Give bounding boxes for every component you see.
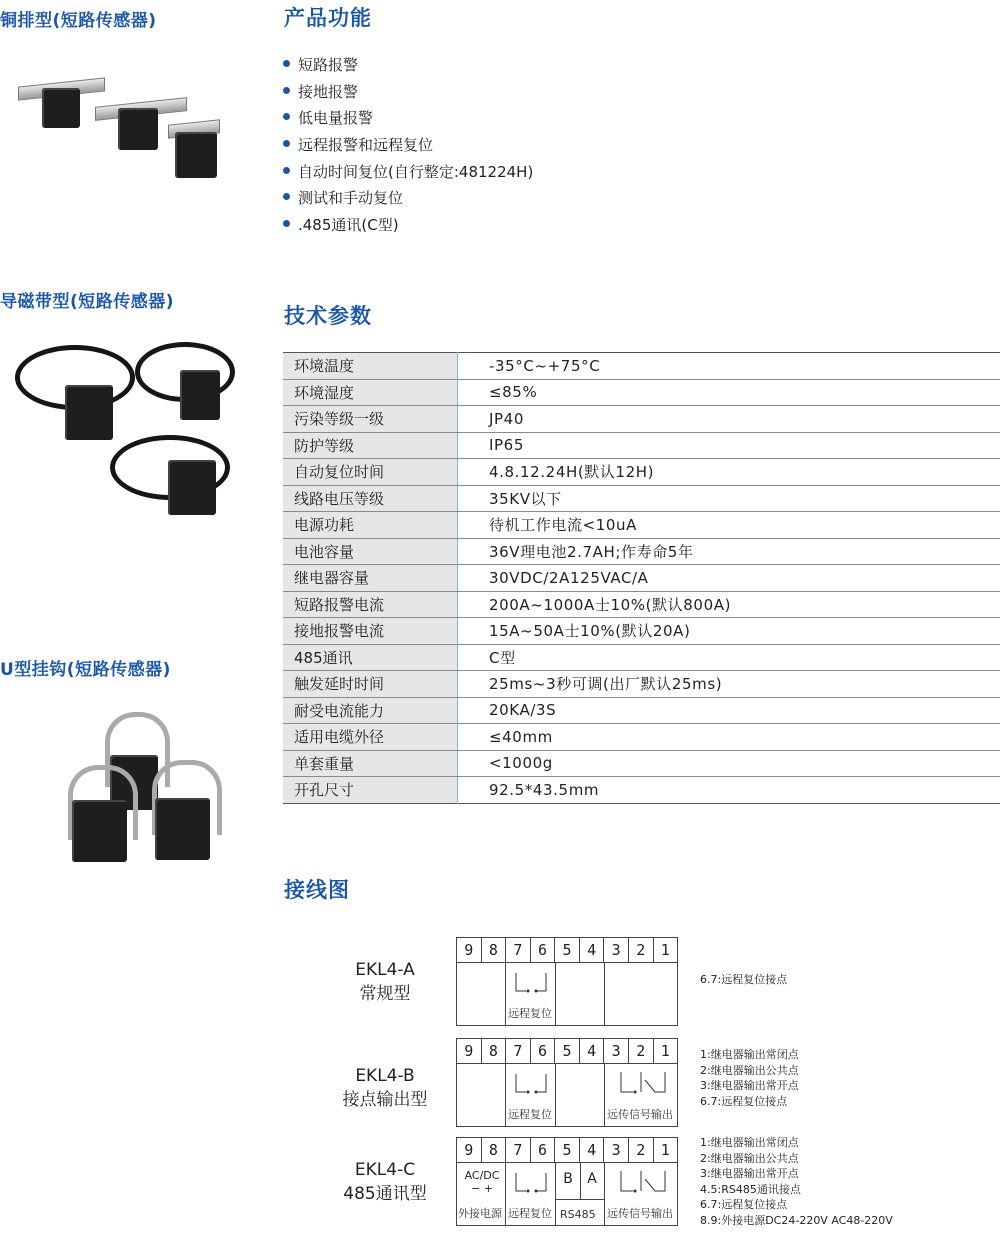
list-item: 短路报警: [283, 52, 533, 79]
param-value: <1000g: [458, 750, 1000, 777]
terminal-number: 2: [629, 1039, 654, 1063]
remote-signal-label: 远传信号输出: [607, 1207, 673, 1220]
bullet-icon: [283, 87, 290, 94]
remote-reset-label: 远程复位: [508, 1007, 552, 1020]
table-row: [283, 750, 1000, 777]
terminal-number: 5: [555, 1138, 580, 1162]
acdc-label: [461, 1169, 503, 1195]
note: 1:继电器输出常闭点: [700, 1136, 799, 1149]
terminal-number: 5: [555, 938, 580, 962]
param-value: 25ms~3秒可调(出厂默认25ms): [458, 671, 1000, 698]
terminal-block-a: [456, 937, 678, 1026]
notes-c: [700, 1135, 893, 1228]
note: 6.7:远程复位接点: [700, 1198, 788, 1211]
terminal-number: 8: [482, 938, 507, 962]
params-table: [283, 352, 1000, 804]
param-value: 36V理电池2.7AH;作寿命5年: [458, 538, 1000, 565]
param-value: IP65: [458, 432, 1000, 459]
acdc-text: AC/DC: [464, 1169, 500, 1182]
param-key: 电池容量: [283, 538, 458, 565]
table-row: [283, 538, 1000, 565]
bullet-icon: [283, 140, 290, 147]
param-key: 环境湿度: [283, 379, 458, 406]
ext-power-label: 外接电源: [458, 1207, 502, 1220]
terminal-block-c: [456, 1137, 678, 1226]
note: 3:继电器输出常开点: [700, 1167, 799, 1180]
cell: [556, 963, 605, 1025]
cell: [457, 963, 506, 1025]
param-key: 单套重量: [283, 750, 458, 777]
terminal-number: 2: [629, 938, 654, 962]
terminal-number: 7: [506, 1039, 531, 1063]
polarity-text: − +: [471, 1182, 493, 1195]
terminal-block-b: [456, 1038, 678, 1127]
notes-b: [700, 1047, 799, 1109]
param-value: 30VDC/2A125VAC/A: [458, 565, 1000, 592]
list-item: 远程报警和远程复位: [283, 132, 533, 159]
param-key: 触发延时时间: [283, 671, 458, 698]
note: 2:继电器输出公共点: [700, 1151, 799, 1165]
terminal-numbers: [457, 1138, 677, 1163]
divider: [580, 1163, 581, 1199]
switch-symbol-icon: [514, 1171, 548, 1193]
bullet-icon: [283, 113, 290, 120]
model-type: 485通讯型: [343, 1184, 427, 1204]
list-item: 低电量报警: [283, 105, 533, 132]
table-row: [283, 591, 1000, 618]
table-row: [283, 671, 1000, 698]
cell: [457, 1064, 506, 1126]
param-value: ≤85%: [458, 379, 1000, 406]
table-row: [283, 565, 1000, 592]
remote-reset-label: 远程复位: [508, 1207, 552, 1220]
model-code: EKL4-B: [355, 1066, 415, 1086]
note: 6.7:远程复位接点: [700, 973, 788, 986]
wiring-label-c: [330, 1158, 440, 1206]
terminal-number: 1: [660, 941, 670, 959]
bullet-icon: [283, 60, 290, 67]
bullet-icon: [283, 193, 290, 200]
param-value: ≤40mm: [458, 724, 1000, 751]
terminal-number: 6: [531, 1138, 556, 1162]
product-title-magnetic-strap: 导磁带型(短路传感器): [0, 292, 175, 312]
list-item: .485通讯(C型): [283, 212, 533, 239]
note: 8.9:外接电源DC24-220V AC48-220V: [700, 1213, 893, 1227]
product-title-u-hook: U型挂钩(短路传感器): [0, 660, 171, 680]
param-value: 92.5*43.5mm: [489, 780, 600, 799]
table-row: [283, 724, 1000, 751]
notes-a: [700, 972, 787, 988]
bullet-icon: [283, 167, 290, 174]
table-row: [283, 644, 1000, 671]
note: 6.7:远程复位接点: [700, 1094, 788, 1108]
param-value: 待机工作电流<10uA: [458, 512, 1000, 539]
terminal-number: 8: [482, 1138, 507, 1162]
table-row: [283, 406, 1000, 433]
terminal-numbers: [457, 1039, 677, 1064]
terminal-number: 7: [506, 1138, 531, 1162]
table-row: [283, 432, 1000, 459]
switch-symbol-icon: [514, 971, 548, 993]
table-row: [283, 485, 1000, 512]
product-title-copper-bar: 铜排型(短路传感器): [0, 11, 157, 31]
rs485-label: RS485: [560, 1208, 596, 1221]
switch-symbol-icon: [514, 1072, 548, 1094]
cell-remote-signal: [605, 1163, 677, 1225]
param-key: 防护等级: [283, 432, 458, 459]
terminal-number: 9: [457, 938, 482, 962]
cell-remote-reset: [506, 963, 556, 1025]
list-item: 接地报警: [283, 79, 533, 106]
terminal-number: 8: [482, 1039, 507, 1063]
terminal-number: 3: [604, 938, 629, 962]
rs485-b-label: B: [563, 1171, 573, 1187]
terminal-number: 7: [506, 938, 531, 962]
model-type: 接点输出型: [342, 1090, 428, 1110]
terminal-number: 9: [457, 1039, 482, 1063]
functions-title: 产品功能: [284, 6, 372, 30]
divider: [556, 1199, 604, 1200]
params-title: 技术参数: [284, 304, 372, 328]
note: 2:继电器输出公共点: [700, 1063, 799, 1077]
cell-remote-reset: [506, 1064, 556, 1126]
remote-signal-label: 远传信号输出: [607, 1108, 673, 1121]
model-code: EKL4-A: [355, 960, 415, 980]
terminal-number: 3: [604, 1039, 629, 1063]
table-row: [283, 697, 1000, 724]
param-key: 线路电压等级: [283, 485, 458, 512]
param-key: 适用电缆外径: [283, 724, 458, 751]
param-value: 20KA/3S: [458, 697, 1000, 724]
terminal-number: 1: [660, 1042, 670, 1060]
terminal-number: 2: [629, 1138, 654, 1162]
copper-bar-sensor-image: [10, 40, 215, 220]
param-key: 继电器容量: [283, 565, 458, 592]
param-key: 开孔尺寸: [283, 777, 458, 804]
param-key: 自动复位时间: [283, 459, 458, 486]
cell: [556, 1064, 605, 1126]
table-row: [283, 353, 1000, 380]
param-value: 200A~1000A士10%(默认800A): [458, 591, 1000, 618]
functions-list: [283, 52, 533, 239]
rs485-a-label: A: [587, 1171, 597, 1187]
param-key: 耐受电流能力: [283, 697, 458, 724]
param-value: C型: [458, 644, 1000, 671]
list-item: 自动时间复位(自行整定:481224H): [283, 159, 533, 186]
terminal-number: 4: [580, 1138, 605, 1162]
terminal-number: 6: [531, 1039, 556, 1063]
terminal-numbers: [457, 938, 677, 963]
note: 4.5:RS485通讯接点: [700, 1182, 801, 1196]
cell-ext-power: [457, 1163, 506, 1225]
bullet-icon: [283, 220, 290, 227]
table-row: [283, 459, 1000, 486]
param-value: -35°C~+75°C: [458, 353, 1000, 380]
param-value: JP40: [458, 406, 1000, 433]
terminal-number: 9: [457, 1138, 482, 1162]
param-key: 485通讯: [283, 644, 458, 671]
relay-contact-icon: [617, 1070, 667, 1096]
param-key: 短路报警电流: [283, 591, 458, 618]
param-key: 环境温度: [283, 353, 458, 380]
wiring-label-b: [330, 1064, 440, 1112]
param-key: 接地报警电流: [283, 618, 458, 645]
terminal-number: 3: [604, 1138, 629, 1162]
magnetic-strap-sensor-image: [10, 340, 215, 520]
terminal-number: 4: [580, 1039, 605, 1063]
cell-remote-signal: [605, 1064, 677, 1126]
model-code: EKL4-C: [354, 1160, 416, 1180]
table-row: [283, 379, 1000, 406]
param-value: 4.8.12.24H(默认12H): [458, 459, 1000, 486]
terminal-number: 6: [531, 938, 556, 962]
wiring-title: 接线图: [284, 878, 350, 902]
terminal-number: 1: [660, 1141, 670, 1159]
table-row: [283, 618, 1000, 645]
table-row: [283, 777, 1000, 804]
param-key: 电源功耗: [283, 512, 458, 539]
param-value: 35KV以下: [458, 485, 1000, 512]
u-hook-sensor-image: [60, 700, 215, 880]
table-row: [283, 512, 1000, 539]
param-value: 15A~50A士10%(默认20A): [458, 618, 1000, 645]
note: 3:继电器输出常开点: [700, 1079, 799, 1092]
relay-contact-icon: [617, 1169, 667, 1195]
param-key: 污染等级一级: [283, 406, 458, 433]
list-item: 测试和手动复位: [283, 185, 533, 212]
wiring-label-a: [330, 958, 440, 1006]
note: 1:继电器输出常闭点: [700, 1048, 799, 1061]
cell-rs485: [556, 1163, 605, 1225]
terminal-number: 5: [555, 1039, 580, 1063]
remote-reset-label: 远程复位: [508, 1108, 552, 1121]
terminal-number: 4: [580, 938, 605, 962]
cell-remote-reset: [506, 1163, 556, 1225]
model-type: 常规型: [359, 984, 411, 1004]
